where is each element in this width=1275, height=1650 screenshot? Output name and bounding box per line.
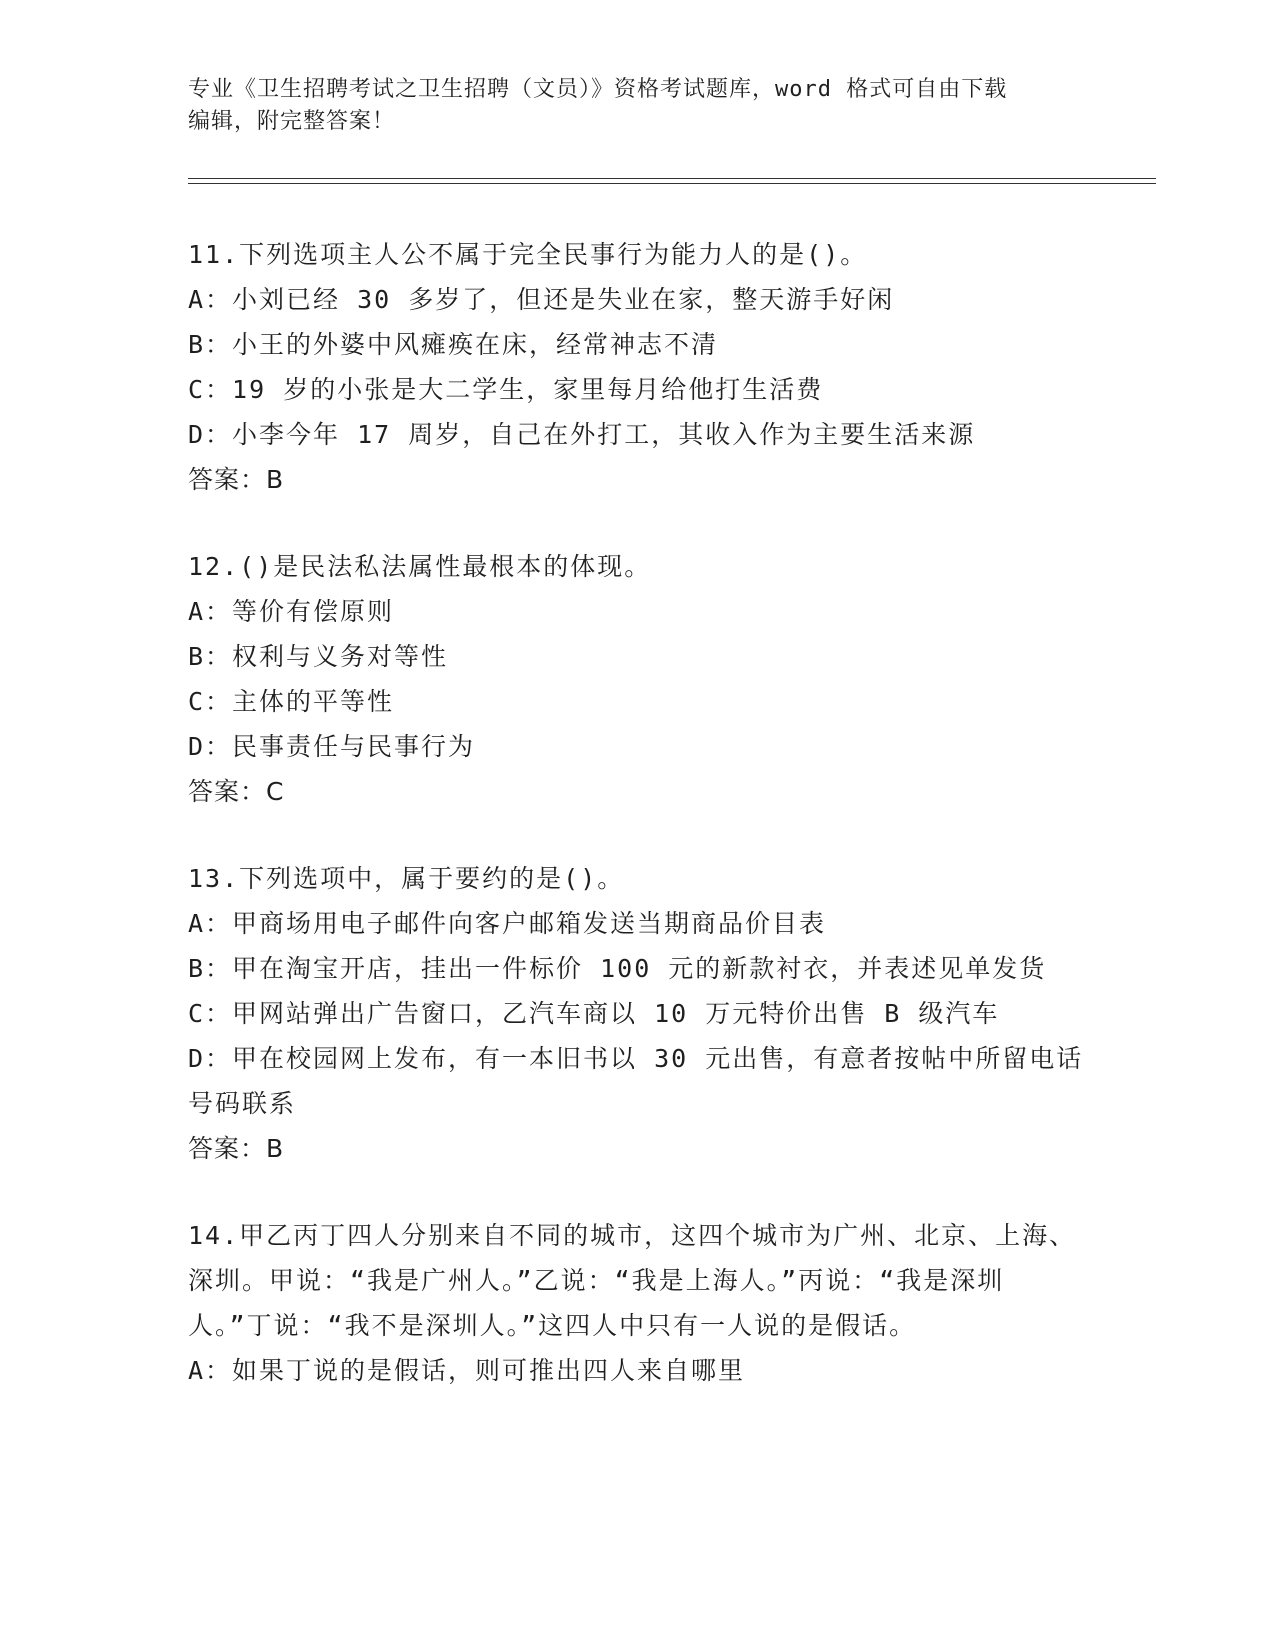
document-header [188,74,1068,138]
answer: 答案：B [188,465,285,494]
question-11 [188,232,1088,502]
option-b: B：小王的外婆中风瘫痪在床，经常神志不清 [188,330,719,359]
option-b: B：甲在淘宝开店，挂出一件标价 100 元的新款衬衣，并表述见单发货 [188,954,1047,983]
answer: 答案：B [188,1134,285,1163]
option-c: C：主体的平等性 [188,687,395,716]
question-stem: 13.下列选项中，属于要约的是()。 [188,864,625,893]
header-divider-top [188,178,1156,179]
header-line-1: 专业《卫生招聘考试之卫生招聘（文员）》资格考试题库，word 格式可自由下载 [188,77,1008,102]
question-list [188,232,1088,1435]
option-d: D：民事责任与民事行为 [188,732,476,761]
option-a: A：等价有偿原则 [188,597,395,626]
question-stem: 14.甲乙丙丁四人分别来自不同的城市，这四个城市为广州、北京、上海、深圳。甲说：“我是广州人。”乙说：“我是上海人。”丙说：“我是深圳人。”丁说：“我不是深圳人。”这四人中只有一人说的是假话。 [188,1221,1077,1340]
answer: 答案：C [188,777,285,806]
question-stem: 11.下列选项主人公不属于完全民事行为能力人的是()。 [188,240,868,269]
option-a: A：如果丁说的是假话，则可推出四人来自哪里 [188,1356,746,1385]
header-line-2: 编辑，附完整答案！ [188,109,396,134]
header-divider-bottom [188,183,1156,184]
option-c: C：19 岁的小张是大二学生，家里每月给他打生活费 [188,375,824,404]
option-c: C：甲网站弹出广告窗口，乙汽车商以 10 万元特价出售 B 级汽车 [188,999,1000,1028]
option-d: D：小李今年 17 周岁，自己在外打工，其收入作为主要生活来源 [188,420,976,449]
question-14 [188,1213,1088,1393]
question-13 [188,856,1088,1171]
option-d: D：甲在校园网上发布，有一本旧书以 30 元出售，有意者按帖中所留电话号码联系 [188,1044,1084,1118]
option-a: A：甲商场用电子邮件向客户邮箱发送当期商品价目表 [188,909,827,938]
option-a: A：小刘已经 30 多岁了，但还是失业在家，整天游手好闲 [188,285,895,314]
question-stem: 12.()是民法私法属性最根本的体现。 [188,552,652,581]
option-b: B：权利与义务对等性 [188,642,449,671]
question-12 [188,544,1088,814]
